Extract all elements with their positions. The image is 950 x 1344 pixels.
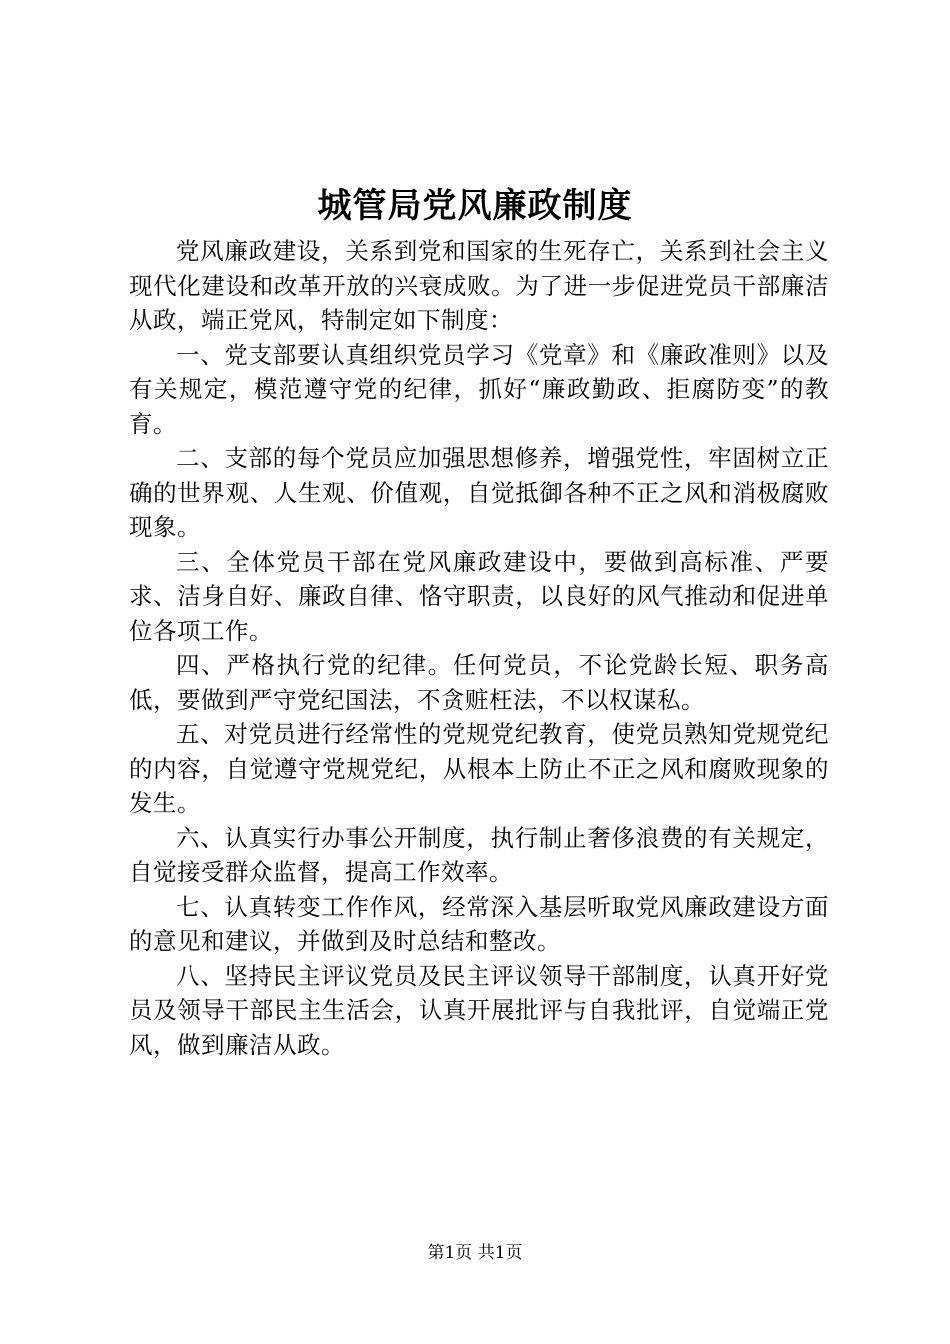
paragraph-item-2: 二、支部的每个党员应加强思想修养，增强党性，牢固树立正确的世界观、人生观、价值观，自觉抵御各种不正之风和消极腐败现象。 — [129, 444, 829, 541]
paragraph-item-8: 八、坚持民主评议党员及民主评议领导干部制度，认真开好党员及领导干部民主生活会，认真开展批评与自我批评，自觉端正党风，做到廉洁从政。 — [129, 961, 829, 1059]
document-body — [129, 234, 829, 1062]
page-footer: 第1页 共1页 — [427, 1243, 523, 1263]
paragraph-item-7: 七、认真转变工作作风，经常深入基层听取党风廉政建设方面的意见和建议，并做到及时总结和整改。 — [129, 892, 829, 955]
paragraph-item-6: 六、认真实行办事公开制度，执行制止奢侈浪费的有关规定，自觉接受群众监督，提高工作效率。 — [129, 823, 829, 886]
paragraph-item-4: 四、严格执行党的纪律。任何党员，不论党龄长短、职务高低，要做到严守党纪国法，不贪赃枉法，不以权谋私。 — [129, 651, 829, 714]
paragraph-item-3: 三、全体党员干部在党风廉政建设中，要做到高标准、严要求、洁身自好、廉政自律、恪守职责，以良好的风气推动和促进单位各项工作。 — [129, 547, 829, 645]
paragraph-intro: 党风廉政建设，关系到党和国家的生死存亡，关系到社会主义现代化建设和改革开放的兴衰成败。为了进一步促进党员干部廉洁从政，端正党风，特制定如下制度： — [129, 237, 829, 334]
paragraph-item-5: 五、对党员进行经常性的党规党纪教育，使党员熟知党规党纪的内容，自觉遵守党规党纪，从根本上防止不正之风和腐败现象的发生。 — [129, 720, 829, 817]
document-title: 城管局党风廉政制度 — [317, 186, 633, 226]
paragraph-item-1: 一、党支部要认真组织党员学习《党章》和《廉政准则》以及有关规定，模范遵守党的纪律，抓好“廉政勤政、拒腐防变”的教育。 — [129, 340, 829, 438]
